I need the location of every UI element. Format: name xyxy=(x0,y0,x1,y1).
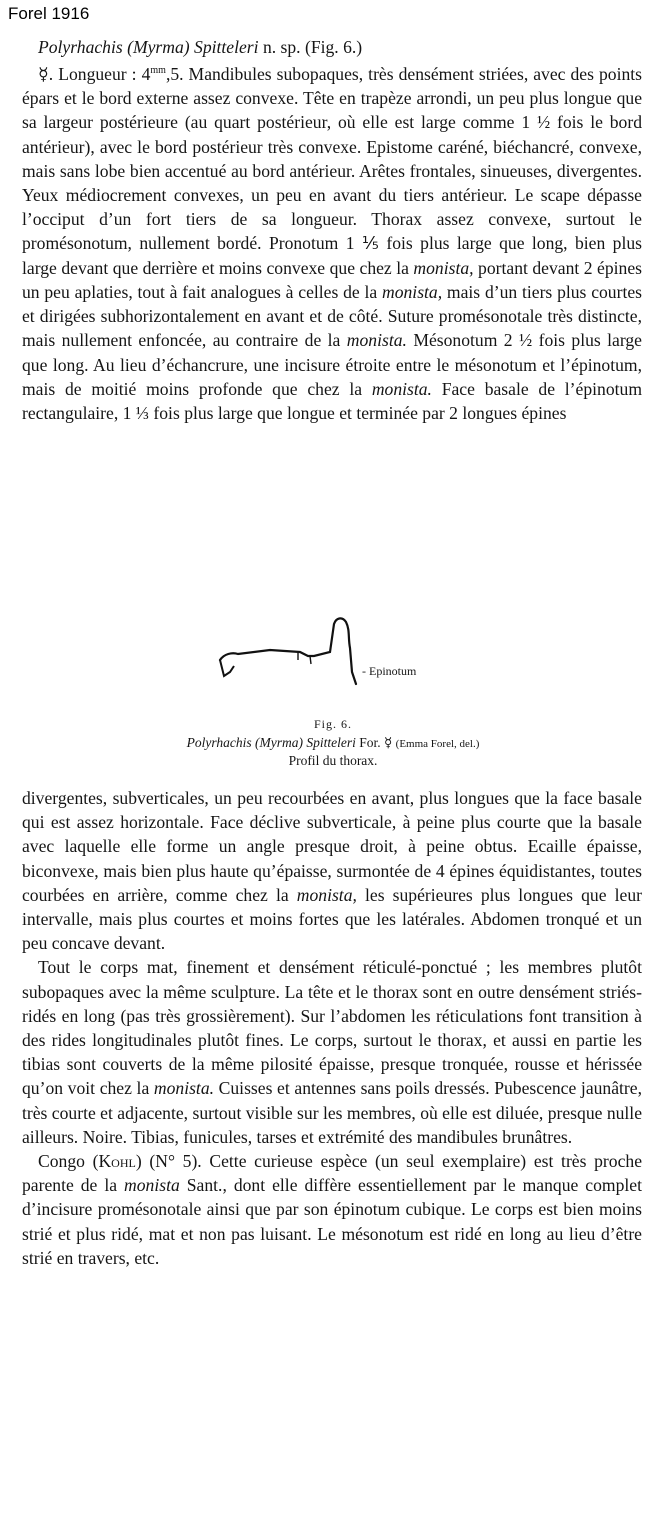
figure-6 xyxy=(0,612,666,782)
text-block-lower xyxy=(22,786,642,1270)
collector-name: Kohl xyxy=(98,1151,136,1172)
text-run: les supérieures plus longues que leur intervalle, mais plus courtes et moins fortes que les latérales. Abdomen tronqué et un peu concave devant. xyxy=(22,884,642,954)
caption-credit: (Emma Forel, del.) xyxy=(395,738,480,750)
italic-term: monista. xyxy=(371,378,432,399)
figure-subcaption: Profil du thorax. xyxy=(288,753,378,768)
text-run: Congo ( xyxy=(38,1151,99,1172)
text-block-upper xyxy=(22,35,642,425)
caption-species: Polyrhachis (Myrma) Spitteleri xyxy=(186,735,356,750)
thorax-profile-drawing xyxy=(210,612,370,702)
text-run: ,5. Mandibules subopaques, très densément striées, avec des points épars et le bord externe assez convexe. Tête en trapèze arrondi, un peu plus longue que sa largeur postérieure (au quart postérieur, où elle est large comme 1 ½ fois le bord antérieur), avec le bord postérieur très convexe. Epistome caréné, biéchancré, convexe, mais sans lobe bien accentué au bord antérieur. Arêtes frontales, sinueuses, divergentes. Yeux médiocrement convexes, un peu en avant du tiers antérieur. Le scape dépasse l’occiput d’un fort tiers de sa longueur. Thorax assez convexe, surtout le promésonotum, nullement bordé. Pronotum 1 ⅕ fois plus large que long, bien plus large devant que derrière et moins convexe que chez la xyxy=(22,64,642,278)
text-run: portant devant 2 épines un peu aplaties, tout à fait analogues à celles de la xyxy=(22,257,642,302)
figure-caption xyxy=(0,734,666,753)
caption-author: For. ☿ xyxy=(355,735,396,750)
italic-term: monista. xyxy=(153,1078,215,1099)
locality-paragraph xyxy=(22,1149,642,1270)
sculpture-paragraph xyxy=(22,955,642,1149)
italic-term: monista xyxy=(124,1175,180,1196)
description-paragraph-1 xyxy=(22,59,642,425)
description-paragraph-continued xyxy=(22,786,642,955)
unit-superscript: mm xyxy=(150,65,166,77)
figure-number: Fig. 6. xyxy=(313,717,352,731)
species-title xyxy=(22,35,642,59)
italic-term: monista, xyxy=(382,281,443,302)
text-run: Tout le corps mat, finement et densément réticulé-ponctué ; les membres plutôt subopaques avec la même sculpture. La tête et le thorax sont en outre densément striés-ridés en long (pas très grossièrement). Sur l’abdomen les réticulations font transition à des rides longitudinales plutôt fines. Le corps, surtout le thorax, et aussi en partie les tibias sont couverts de la même pilosité épaisse, presque tronquée, rousse et hérissée qu’on voit chez la xyxy=(22,957,642,1099)
italic-term: monista. xyxy=(346,330,407,351)
text-run: Sant., dont elle diffère essentiellement par le manque complet d’incisure promésonotale ainsi que par son épinotum cubique. Le corps est bien moins strié et plus ridé, mat et non pas luisant. Le mésonotum est ridé en long au lieu d’être strié en travers, etc. xyxy=(22,1175,642,1268)
text-run: divergentes, subverticales, un peu recourbées en avant, plus longues que la face basale qui est assez horizontale. Face déclive subverticale, à peine plus courte que la basale avec laquelle elle forme un angle presque droit, à peine obtus. Ecaille épaisse, biconvexe, mais bien plus haute qu’épaisse, surmontée de 4 épines équidistantes, toutes courbées en arrière, comme chez la xyxy=(22,788,642,905)
italic-term: monista, xyxy=(413,257,474,278)
text-run: Face basale de l’épinotum rectangulaire, 1 ⅓ fois plus large que longue et terminée par 2 longues épines xyxy=(22,378,643,423)
species-name: Polyrhachis (Myrma) Spitteleri xyxy=(38,37,259,57)
text-run: mais d’un tiers plus courtes et dirigées subhorizontalement en avant et de côté. Suture promésonotale très distincte, mais nullement enfoncée, au contraire de la xyxy=(22,281,642,351)
species-title-rest: n. sp. (Fig. 6.) xyxy=(258,37,363,57)
italic-term: monista, xyxy=(296,884,357,905)
text-run: ☿. Longueur : 4 xyxy=(38,64,151,85)
text-run: Mésonotum 2 ½ fois plus large que long. Au lieu d’échancrure, une incisure étroite entre le mésonotum et l’épinotum, mais de moitié moins profonde que chez la xyxy=(22,330,642,399)
text-run: ) (N° 5). Cette curieuse espèce (un seul exemplaire) est très proche parente de la xyxy=(22,1151,643,1196)
epinotum-label: - Epinotum xyxy=(362,664,417,678)
text-run: Cuisses et antennes sans poils dressés. Pubescence jaunâtre, très courte et adjacente, surtout visible sur les membres, où elle est diluée, presque nulle ailleurs. Noire. Tibias, funicules, tarses et extrémité des mandibules brunâtres. xyxy=(22,1078,642,1147)
running-head: Forel 1916 xyxy=(8,4,90,23)
